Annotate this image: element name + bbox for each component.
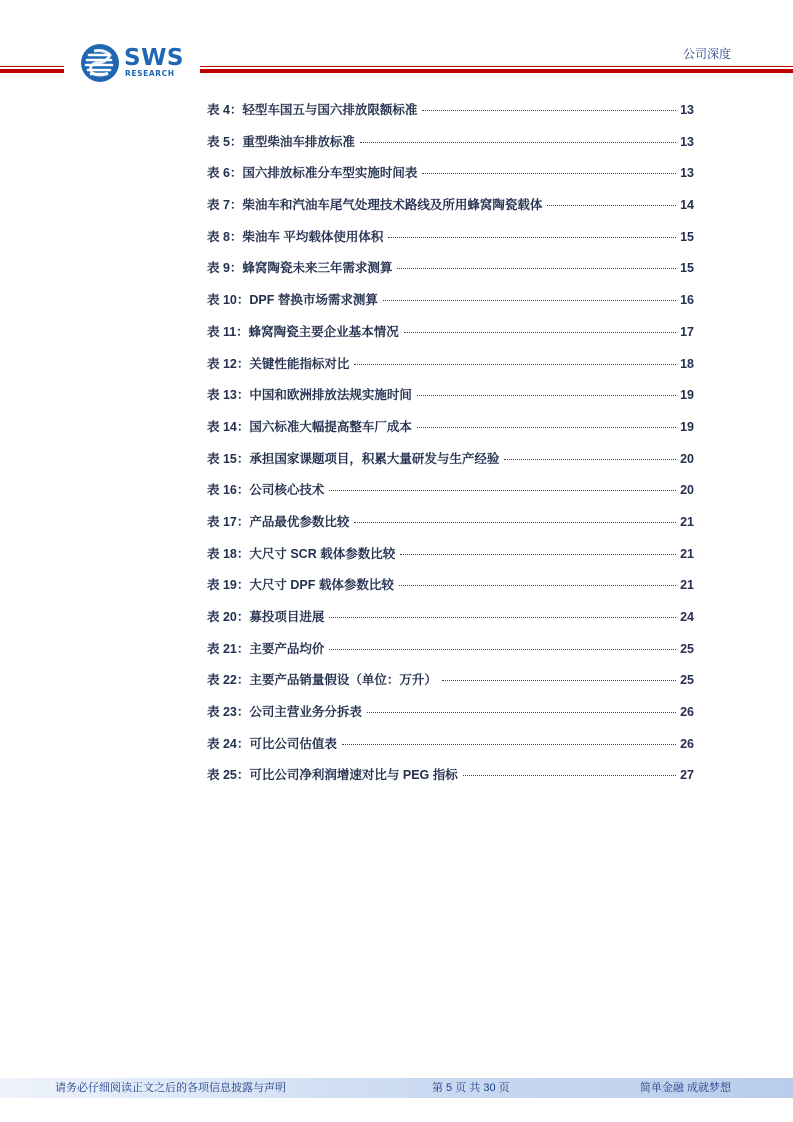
toc-entry[interactable] — [207, 288, 694, 320]
toc-entry[interactable] — [207, 668, 694, 700]
toc-entry-label: 表 8：柴油车 平均载体使用体积 — [207, 229, 384, 244]
toc-entry[interactable] — [207, 225, 694, 257]
toc-entry[interactable] — [207, 700, 694, 732]
toc-entry-label: 表 23：公司主营业务分拆表 — [207, 705, 362, 720]
toc-entry[interactable] — [207, 193, 694, 225]
toc-entry-page: 13 — [680, 166, 694, 181]
toc-leader — [417, 427, 676, 428]
toc-entry-label: 表 18：大尺寸 SCR 载体参数比较 — [207, 546, 396, 561]
logo-subtext: RESEARCH — [125, 69, 175, 78]
toc-leader — [399, 585, 676, 586]
toc-entry-page: 17 — [680, 324, 694, 339]
toc-entry-label: 表 10：DPF 替换市场需求测算 — [207, 293, 378, 308]
toc-entry-label: 表 15：承担国家课题项目，积累大量研发与生产经验 — [207, 451, 500, 466]
toc-entry-page: 20 — [680, 483, 694, 498]
toc-entry[interactable] — [207, 732, 694, 764]
toc-entry[interactable] — [207, 130, 694, 162]
toc-entry-page: 18 — [680, 356, 694, 371]
toc-leader — [367, 712, 676, 713]
toc-entry-page: 21 — [680, 514, 694, 529]
toc-leader — [383, 300, 676, 301]
toc-leader — [397, 268, 676, 269]
header-rule-right-thin — [200, 66, 793, 67]
toc-entry-page: 27 — [680, 768, 694, 783]
toc-entry[interactable] — [207, 415, 694, 447]
toc-entry-label: 表 11：蜂窝陶瓷主要企业基本情况 — [207, 324, 399, 339]
toc-entry-label: 表 21：主要产品均价 — [207, 641, 325, 656]
toc-entry-page: 25 — [680, 673, 694, 688]
toc-entry[interactable] — [207, 763, 694, 795]
toc-entry[interactable] — [207, 256, 694, 288]
toc-leader — [329, 649, 676, 650]
toc-entry-page: 15 — [680, 261, 694, 276]
toc-entry-page: 15 — [680, 229, 694, 244]
toc-leader — [342, 744, 676, 745]
toc-entry-label: 表 12：关键性能指标对比 — [207, 356, 350, 371]
toc-entry-page: 19 — [680, 388, 694, 403]
toc-entry-page: 13 — [680, 103, 694, 117]
toc-leader — [329, 617, 676, 618]
toc-entry-page: 13 — [680, 134, 694, 149]
toc-leader — [400, 554, 676, 555]
toc-entry-page: 25 — [680, 641, 694, 656]
toc-leader — [354, 522, 676, 523]
toc-leader — [354, 364, 676, 365]
toc-entry-label: 表 25：可比公司净利润增速对比与 PEG 指标 — [207, 768, 458, 783]
toc-entry-label: 表 17：产品最优参数比较 — [207, 514, 350, 529]
toc-entry[interactable] — [207, 161, 694, 193]
toc-entry-label: 表 13：中国和欧洲排放法规实施时间 — [207, 388, 412, 403]
toc-entry-label: 表 5：重型柴油车排放标准 — [207, 134, 355, 149]
toc-entry[interactable] — [207, 605, 694, 637]
toc-entry-label: 表 24：可比公司估值表 — [207, 736, 337, 751]
toc-entry-label: 表 9：蜂窝陶瓷未来三年需求测算 — [207, 261, 393, 276]
toc-leader — [422, 173, 676, 174]
toc-leader — [547, 205, 676, 206]
footer-slogan: 简单金融 成就梦想 — [639, 1082, 731, 1094]
toc-entry[interactable] — [207, 383, 694, 415]
toc-entry-label: 表 19：大尺寸 DPF 载体参数比较 — [207, 578, 394, 593]
toc-entry[interactable] — [207, 320, 694, 352]
toc-entry-page: 24 — [680, 610, 694, 624]
toc-leader — [422, 110, 676, 111]
toc-entry[interactable] — [207, 98, 694, 130]
toc-entry[interactable] — [207, 478, 694, 510]
toc-entry[interactable] — [207, 573, 694, 605]
header-rule-left-thick — [0, 69, 64, 73]
toc-leader — [463, 775, 676, 776]
logo-text: SWS — [124, 45, 184, 71]
sws-logo-icon — [80, 43, 120, 83]
toc-entry[interactable] — [207, 510, 694, 542]
toc-entry[interactable] — [207, 542, 694, 574]
toc-entry-page: 21 — [680, 546, 694, 561]
sws-logo — [80, 43, 190, 83]
footer-page-indicator: 第 5 页 共 30 页 — [432, 1082, 510, 1094]
toc-leader — [442, 680, 676, 681]
toc-leader — [417, 395, 676, 396]
toc-leader — [360, 142, 676, 143]
toc-leader — [388, 237, 676, 238]
toc-entry-page: 20 — [680, 451, 694, 466]
toc-entry-page: 19 — [680, 419, 694, 434]
toc-entry-label: 表 7：柴油车和汽油车尾气处理技术路线及所用蜂窝陶瓷载体 — [207, 198, 543, 213]
toc-entry-label: 表 4：轻型车国五与国六排放限额标准 — [207, 103, 418, 117]
toc-entry-label: 表 20：募投项目进展 — [207, 610, 325, 624]
toc-leader — [504, 459, 676, 460]
toc-entry[interactable] — [207, 447, 694, 479]
toc-leader — [404, 332, 676, 333]
toc-entry-label: 表 14：国六标准大幅提高整车厂成本 — [207, 419, 412, 434]
table-of-tables — [207, 98, 694, 795]
toc-entry-page: 16 — [680, 293, 694, 308]
doc-type-label: 公司深度 — [682, 47, 731, 61]
toc-entry[interactable] — [207, 352, 694, 384]
toc-entry-page: 14 — [680, 198, 694, 213]
header-rule-left-thin — [0, 66, 64, 67]
toc-leader — [329, 490, 676, 491]
toc-entry-label: 表 16：公司核心技术 — [207, 483, 325, 498]
footer-disclaimer: 请务必仔细阅读正文之后的各项信息披露与声明 — [55, 1082, 286, 1094]
toc-entry-page: 26 — [680, 705, 694, 720]
header-rule-right-thick — [200, 69, 793, 73]
toc-entry-label: 表 6：国六排放标准分车型实施时间表 — [207, 166, 418, 181]
toc-entry-label: 表 22：主要产品销量假设（单位：万升） — [207, 673, 437, 688]
toc-entry-page: 26 — [680, 736, 694, 751]
toc-entry-page: 21 — [680, 578, 694, 593]
toc-entry[interactable] — [207, 637, 694, 669]
